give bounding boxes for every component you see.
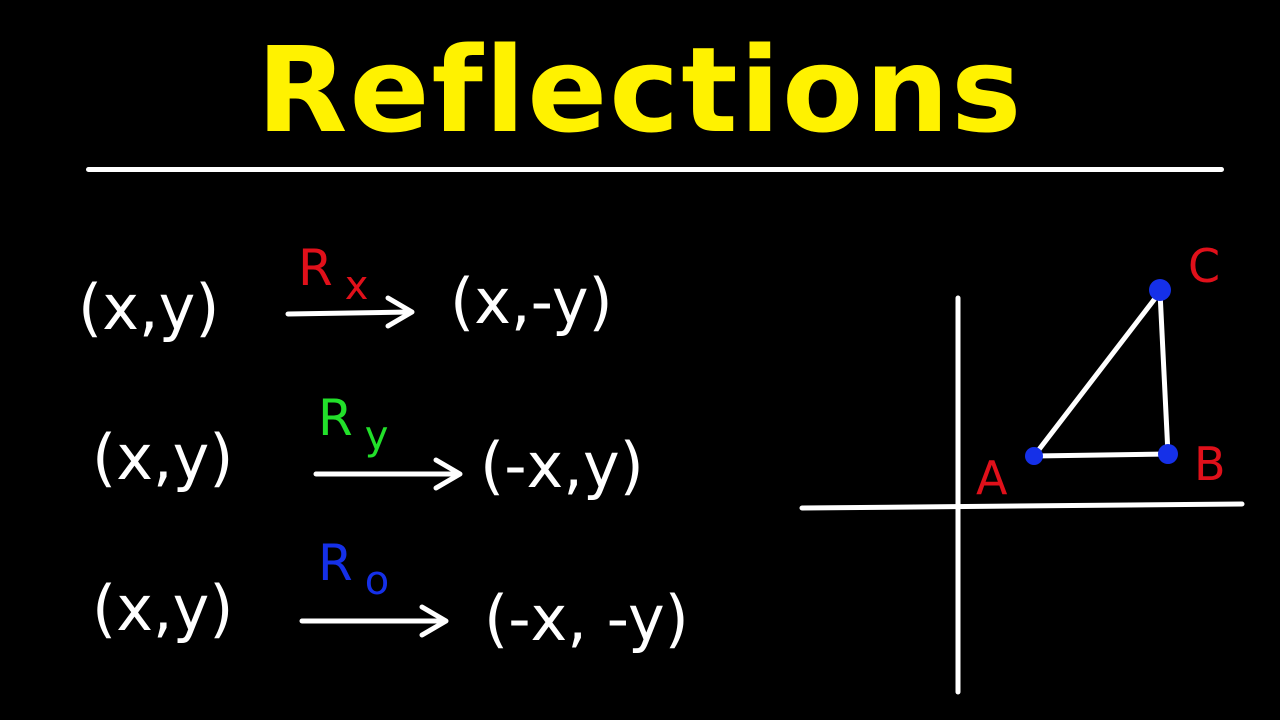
rule-reflect-x bbox=[0, 240, 760, 360]
operator-subscript: y bbox=[364, 413, 389, 459]
rule-operator bbox=[298, 239, 369, 309]
operator-letter: R bbox=[318, 534, 353, 592]
rule-operator bbox=[318, 389, 389, 459]
triangle-side-ab bbox=[1034, 454, 1168, 456]
x-axis bbox=[802, 504, 1242, 508]
arrow-icon bbox=[298, 601, 458, 641]
title-underline bbox=[86, 167, 1224, 172]
rule-input: (x,y) bbox=[92, 572, 234, 645]
arrow-icon bbox=[284, 292, 424, 332]
coordinate-graph bbox=[790, 240, 1260, 710]
rule-reflect-y bbox=[0, 390, 760, 510]
point-label-b: B bbox=[1194, 437, 1226, 491]
rule-output: (x,-y) bbox=[450, 265, 613, 338]
operator-letter: R bbox=[298, 239, 333, 297]
rule-output: (-x, -y) bbox=[484, 582, 689, 655]
triangle-side-ac bbox=[1034, 292, 1160, 456]
triangle-side-bc bbox=[1160, 292, 1168, 454]
point-b bbox=[1158, 444, 1178, 464]
rule-input: (x,y) bbox=[92, 421, 234, 494]
operator-letter: R bbox=[318, 389, 353, 447]
rule-operator bbox=[318, 534, 390, 604]
point-a bbox=[1025, 447, 1043, 465]
operator-subscript: o bbox=[364, 558, 390, 604]
rule-reflect-origin bbox=[0, 535, 760, 655]
arrow-icon bbox=[312, 454, 472, 494]
point-label-c: C bbox=[1188, 240, 1221, 293]
page-title: Reflections bbox=[256, 21, 1024, 159]
rule-output: (-x,y) bbox=[480, 429, 644, 502]
rule-input: (x,y) bbox=[78, 271, 220, 344]
operator-subscript: x bbox=[344, 263, 369, 309]
point-label-a: A bbox=[976, 451, 1008, 505]
point-c bbox=[1149, 279, 1171, 301]
